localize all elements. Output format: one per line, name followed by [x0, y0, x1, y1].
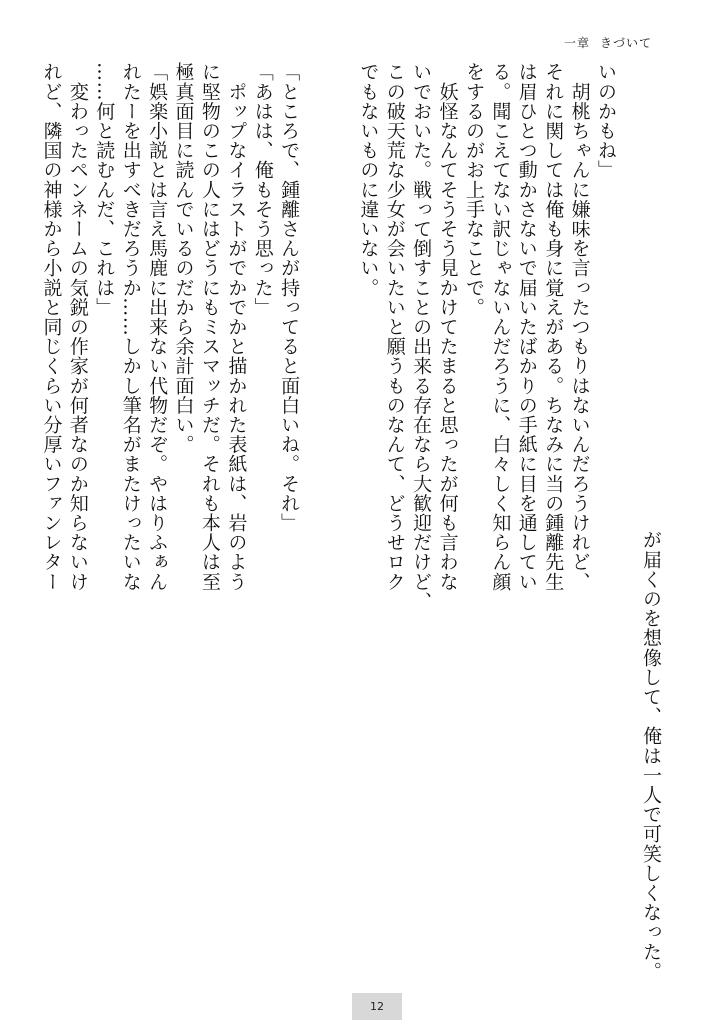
upper-text-block	[38, 62, 619, 611]
text-column: それに関しては俺も身に覚えがある。ちなみに当の鍾離先生	[542, 62, 565, 592]
text-column: ……何と読むんだ、これは」	[93, 62, 116, 317]
text-column: 極真面目に読んでいるのだから余計面白い。	[172, 62, 195, 454]
lower-text-block	[638, 530, 664, 981]
text-column: 変わったペンネームの気鋭の作家が何者なのか知らないけ	[66, 62, 89, 592]
text-column: 胡桃ちゃんに嫌味を言ったつもりはないんだろうけれど、	[568, 62, 591, 592]
chapter-title: きづいて	[599, 36, 652, 50]
text-column: いのかもね」	[595, 62, 617, 180]
text-column: れたーを出すべきだろうか……しかし筆名がまたけったいな	[119, 62, 142, 592]
text-column	[329, 62, 355, 512]
text-column: でもないものに違いない。	[357, 62, 380, 298]
text-column: 「あはは、俺もそう思った」	[251, 62, 274, 317]
text-column: に堅物のこの人にはどうにもミスマッチだ。それも本人は至	[198, 62, 221, 592]
running-header	[564, 34, 652, 51]
text-column: ポップなイラストがでかでかと描かれた表紙は、岩のよう	[225, 62, 248, 592]
text-column: る。聞こえてない訳じゃないんだろうに、白々しく知らん顔	[489, 62, 512, 592]
text-column: をするのがお上手なことで。	[462, 62, 485, 317]
text-column: 「ところで、鍾離さんが持ってると面白いね。それ」	[278, 62, 301, 533]
page-number: 12	[352, 993, 402, 1020]
text-column	[302, 62, 328, 512]
text-column: は眉ひとつ動かさないで届いたばかりの手紙に目を通してい	[515, 62, 538, 592]
text-column: いでおいた。戦って倒すことの出来る存在なら大歓迎だけど、	[410, 62, 433, 611]
text-column: 「娯楽小説とは言え馬鹿に出来ない代物だぞ。やはりふぁん	[146, 62, 169, 592]
chapter-number: 一章	[563, 36, 590, 50]
text-column: 妖怪なんてそうそう見かけてたまると思ったが何も言わな	[436, 62, 459, 592]
text-column: が届くのを想像して、俺は一人で可笑しくなった。	[640, 530, 662, 981]
text-column: この破天荒な少女が会いたいと願うものなんて、どうせロク	[383, 62, 406, 592]
text-column: れど、隣国の神様から小説と同じくらい分厚いファンレター	[40, 62, 63, 592]
